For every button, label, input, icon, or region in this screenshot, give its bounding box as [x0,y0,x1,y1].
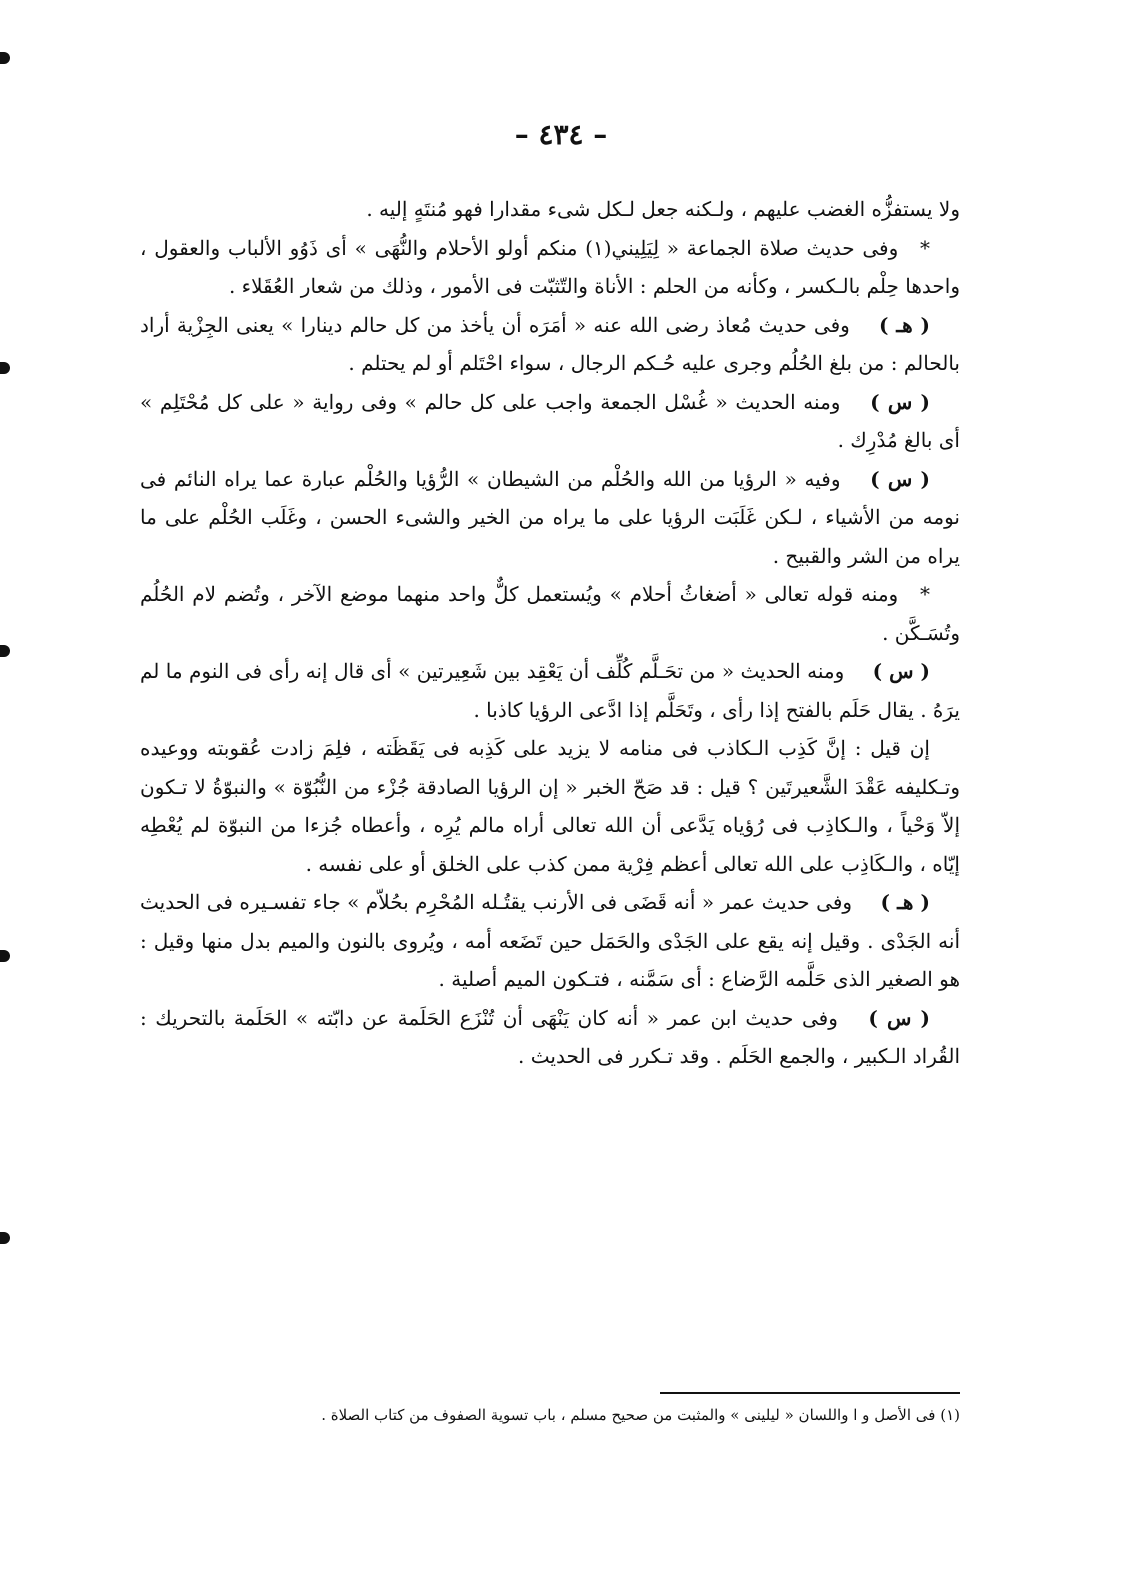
source-marker: ( هـ ) [879,312,930,337]
paragraph-text: إن قيل : إنَّ كَذِب الـكاذب فى منامه لا يزيد على كَذِبه فى يَقَظَته ، فلِمَ زادت عُقوبته ووعيده وتـكليفه عَقْدَ الشَّعيرتَين ؟ قيل : قد صَحّ الخبر « إن الرؤيا الصادقة جُزْء من النُّبُوّة » والنبوّةُ لا تـكون إلاّ وَحْياً ، والـكاذِب فى رُؤياه يَدَّعى أن الله تعالى أراه مالم يُرِه ، وأعطاه جُزءا من النبوّة لم يُعْطِه إيّاه ، والـكَاذِب على الله تعالى أعظم فِرْية ممن كذب على الخلق أو على نفسه . [140,736,960,876]
paragraph-text: وفى حديث صلاة الجماعة « لِيَلِيني(١) منكم أولو الأحلام والنُّهَى » أى ذَوُو الألباب والعقول ، واحدها حِلْم بالـكسر ، وكأنه من الحلم : الأناة والتّثبّت فى الأمور ، وذلك من شعار العُقَلاء . [140,235,960,298]
paragraph [140,652,960,729]
source-marker: ( س ) [870,466,931,491]
scan-edge-mark [0,1232,10,1244]
paragraph [140,460,960,576]
star-marker: * [920,235,930,260]
scan-edge-mark [0,950,10,962]
paragraph [140,883,960,999]
scan-edge-mark [0,52,10,64]
source-marker: ( س ) [870,389,930,414]
paragraph [140,306,960,383]
footnote-divider [660,1392,960,1394]
scan-edge-mark [0,362,10,374]
paragraph [140,229,960,306]
paragraph [140,999,960,1076]
paragraph [140,190,960,229]
paragraph-text: وفى حديث عمر « أنه قَضَى فى الأرنب يقتُـله المُحْرِم بحُلاّم » جاء تفسـيره فى الحديث أنه الجَدْى . وقيل إنه يقع على الجَدْى والحَمَل حين تَضَعه أمه ، ويُروى بالنون والميم بدل منها وقيل : هو الصغير الذى حَلَّمه الرَّضاع : أى سَمَّنه ، فتـكون الميم أصلية . [140,890,960,991]
paragraph-text: ومنه قوله تعالى « أضغاثُ أحلام » ويُستعمل كلٌّ واحد منهما موضع الآخر ، وتُضم لام الحُلُم وتُسَـكَّن . [140,582,960,645]
paragraph-text: وفيه « الرؤيا من الله والحُلْم من الشيطان » الرُّؤيا والحُلْم عبارة عما يراه النائم فى نومه من الأشياء ، لـكن غَلَبَت الرؤيا على ما يراه من الخير والشىء الحسن ، وغَلَب الحُلْم على ما يراه من الشر والقبيح . [140,466,960,568]
page-number: – ٤٣٤ – [514,118,608,151]
paragraph-text: وفى حديث ابن عمر « أنه كان يَنْهَى أن تُنْزَع الحَلَمة عن دابّته » الحَلَمة بالتحريك : القُراد الـكبير ، والجمع الحَلَم . وقد تـكرر فى الحديث . [140,1005,960,1068]
scan-edge-mark [0,645,10,657]
paragraph-text: ولا يستفزُّه الغضب عليهم ، ولـكنه جعل لـكل شىء مقدارا فهو مُنتَهٍ إليه . [366,197,960,221]
paragraph [140,575,960,652]
paragraph-text: ومنه الحديث « من تحَـلَّم كُلِّف أن يَعْقِد بين شَعِيرتين » أى قال إنه رأى فى النوم ما لم يرَهُ . يقال حَلَم بالفتح إذا رأى ، وتَحَلَّم إذا ادَّعى الرؤيا كاذبا . [140,659,960,722]
source-marker: ( س ) [868,1005,930,1030]
star-marker: * [920,582,930,606]
paragraph-text: وفى حديث مُعاذ رضى الله عنه « أمَرَه أن يأخذ من كل حالم دينارا » يعنى الجِزْية أراد بالحالم : من بلغ الحُلُم وجرى عليه حُـكم الرجال ، سواء احْتَلم أو لم يحتلم . [140,312,960,375]
footnote: (١) فى الأصل و ا واللسان « ليلينى » والمثبت من صحيح مسلم ، باب تسوية الصفوف من كتاب الصلاة . [321,1406,960,1424]
main-text [140,190,960,1076]
source-marker: ( هـ ) [880,890,931,914]
paragraph-text: ومنه الحديث « غُسْل الجمعة واجب على كل حالم » وفى رواية « على كل مُحْتَلِم » أى بالغ مُدْرِك . [140,389,960,452]
paragraph [140,729,960,883]
paragraph [140,383,960,460]
source-marker: ( س ) [872,659,931,683]
